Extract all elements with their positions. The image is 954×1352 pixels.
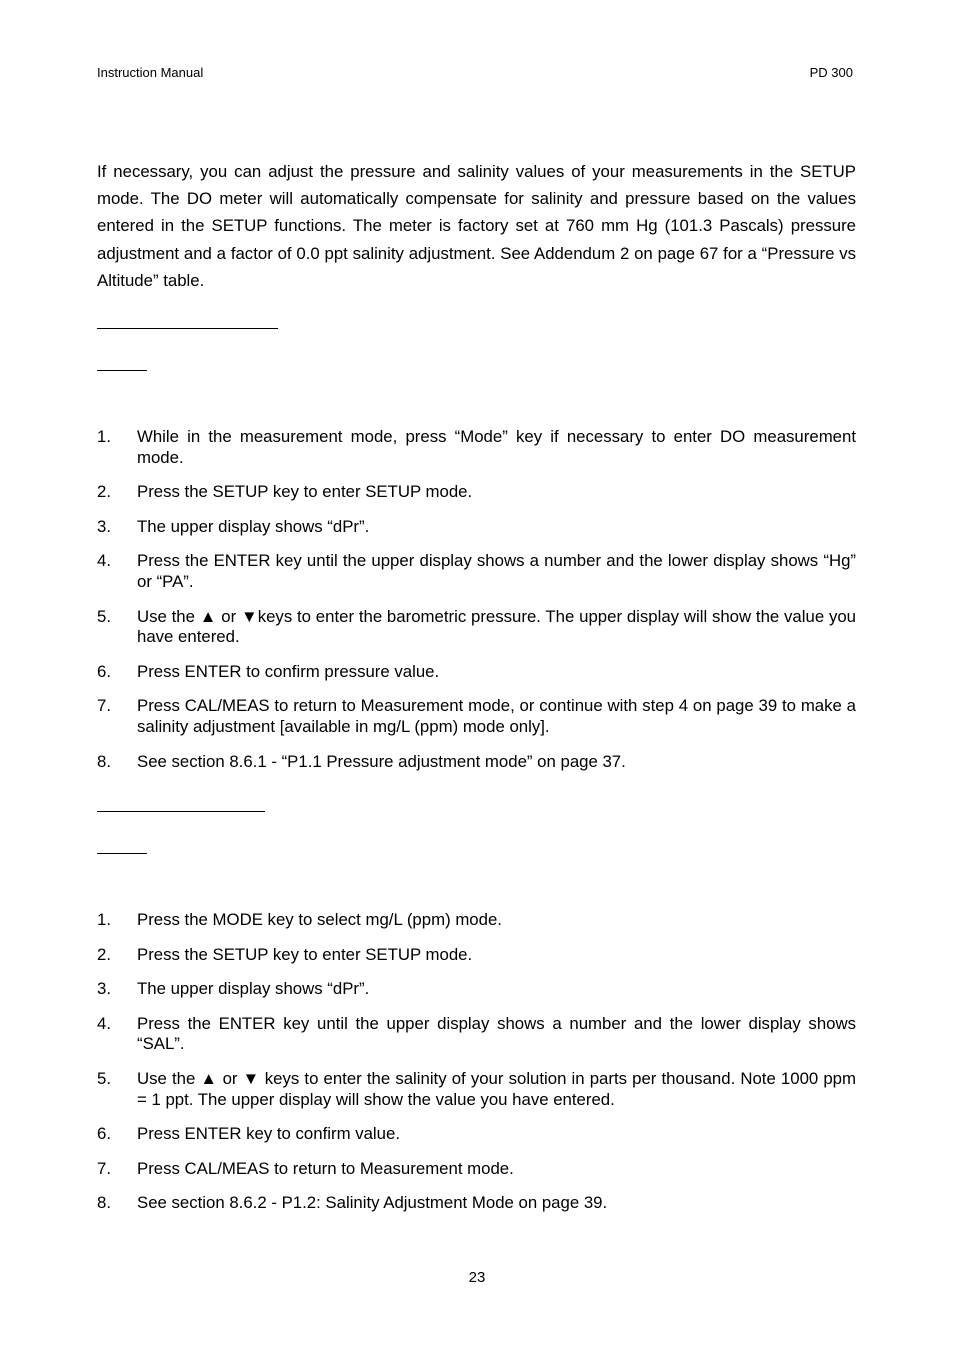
step-number: 1.	[97, 427, 111, 446]
step-text: See section 8.6.1 - “P1.1 Pressure adjustment mode” on page 37.	[137, 751, 626, 771]
step-number: 1.	[97, 910, 111, 929]
step-number: 8.	[97, 751, 111, 771]
step-number: 5.	[97, 606, 111, 626]
subsection-rule-salinity	[97, 853, 147, 854]
step-text: Press CAL/MEAS to return to Measurement mode.	[137, 1158, 514, 1178]
step-text: Press ENTER to confirm pressure value.	[137, 661, 440, 681]
step-number: 8.	[97, 1193, 111, 1213]
step-number: 7.	[97, 696, 111, 716]
list-item	[97, 910, 856, 931]
step-text: Press the SETUP key to enter SETUP mode.	[137, 944, 473, 964]
step-number: 2.	[97, 944, 111, 964]
step-number: 6.	[97, 661, 111, 681]
step-text: Press CAL/MEAS to return to Measurement mode, or continue with step 4 on page 39 to make a salinity adjustment [available in mg/L (ppm) mode only].	[137, 696, 856, 736]
salinity-steps-list	[97, 910, 856, 1214]
step-text: Press the ENTER key until the upper display shows a number and the lower display shows “Hg” or “PA”.	[137, 551, 856, 591]
step-number: 4.	[97, 551, 111, 571]
step-text: The upper display shows “dPr”.	[137, 979, 370, 999]
list-item	[97, 696, 856, 737]
page-number: 23	[468, 1269, 486, 1286]
step-number: 4.	[97, 1013, 111, 1033]
list-item	[97, 752, 856, 773]
pressure-steps-list	[97, 427, 856, 772]
section-rule-salinity	[97, 811, 265, 812]
list-item	[97, 1124, 856, 1145]
section-rule-pressure	[97, 328, 278, 329]
step-text: Use the ▲ or ▼ keys to enter the salinity of your solution in parts per thousand. Note 1000 ppm = 1 ppt. The upper display will show the value you have entered.	[137, 1068, 856, 1109]
step-text: The upper display shows “dPr”.	[137, 516, 370, 536]
step-text: Press the SETUP key to enter SETUP mode.	[137, 482, 473, 502]
list-item	[97, 1069, 856, 1110]
step-text: While in the measurement mode, press “Mode” key if necessary to enter DO measurement mode.	[137, 427, 856, 467]
list-item	[97, 1159, 856, 1180]
step-number: 3.	[97, 979, 111, 999]
list-item	[97, 945, 856, 966]
list-item	[97, 607, 856, 648]
step-number: 7.	[97, 1158, 111, 1178]
step-number: 5.	[97, 1068, 111, 1088]
step-number: 3.	[97, 516, 111, 536]
list-item	[97, 662, 856, 683]
list-item	[97, 482, 856, 503]
header-left: Instruction Manual	[97, 65, 204, 80]
step-number: 6.	[97, 1124, 111, 1144]
list-item	[97, 1014, 856, 1055]
header-right: PD 300	[809, 65, 853, 80]
step-text: Use the ▲ or ▼keys to enter the barometric pressure. The upper display will show the value you have entered.	[137, 606, 856, 647]
step-text: Press the ENTER key until the upper display shows a number and the lower display shows “SAL”.	[137, 1013, 856, 1054]
list-item	[97, 427, 856, 468]
step-text: Press the MODE key to select mg/L (ppm) mode.	[137, 910, 502, 929]
list-item	[97, 551, 856, 592]
step-text: Press ENTER key to confirm value.	[137, 1124, 400, 1144]
list-item	[97, 979, 856, 1000]
subsection-rule-pressure	[97, 370, 147, 371]
list-item	[97, 1193, 856, 1214]
list-item	[97, 517, 856, 538]
intro-paragraph: If necessary, you can adjust the pressure and salinity values of your measurements in the SETUP mode. The DO meter will automatically compensate for salinity and pressure based on the values entered in the SETUP functions. The meter is factory set at 760 mm Hg (101.3 Pascals) pressure adjustment and a factor of 0.0 ppt salinity adjustment. See Addendum 2 on page 67 for a “Pressure vs Altitude” table.	[97, 162, 856, 290]
step-text: See section 8.6.2 - P1.2: Salinity Adjustment Mode on page 39.	[137, 1193, 608, 1213]
step-number: 2.	[97, 482, 111, 502]
